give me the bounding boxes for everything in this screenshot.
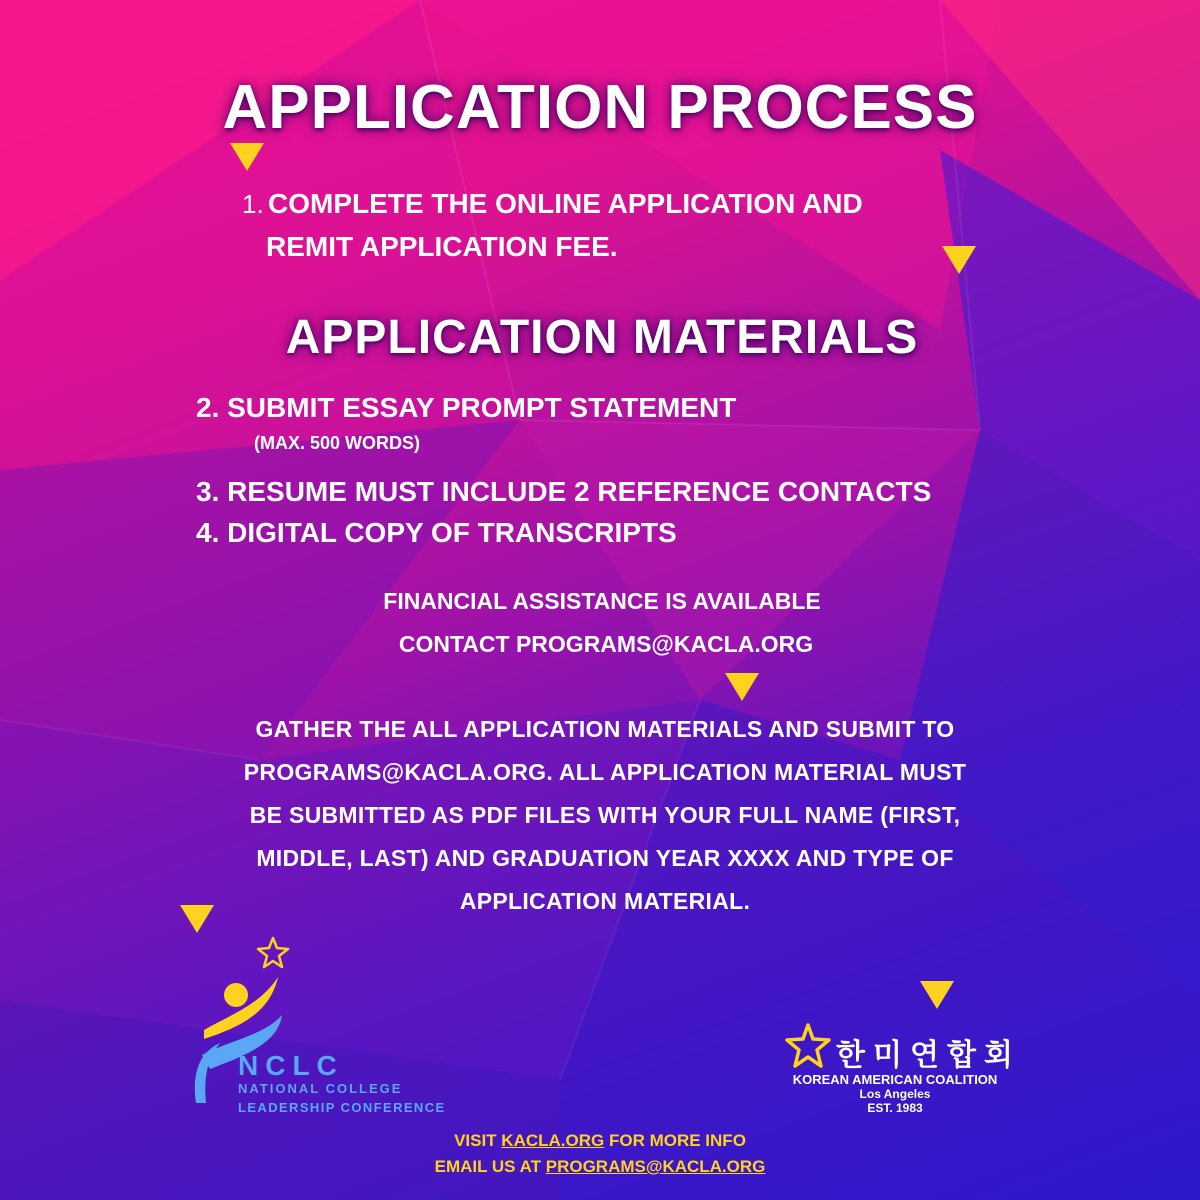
financial-assistance-line: FINANCIAL ASSISTANCE IS AVAILABLE: [383, 588, 821, 614]
kac-city: Los Angeles: [859, 1087, 931, 1101]
heading-application-materials: APPLICATION MATERIALS: [285, 311, 919, 364]
footer-visit-suffix: FOR MORE INFO: [604, 1131, 746, 1150]
kac-korean-name: 한미연합회: [836, 1038, 1021, 1073]
instructions-line: PROGRAMS@KACLA.ORG. ALL APPLICATION MATERIAL MUST: [243, 759, 967, 785]
footer-visit-prefix: VISIT: [454, 1131, 502, 1150]
footer-email-prefix: EMAIL US AT: [434, 1157, 546, 1176]
instructions-line: BE SUBMITTED AS PDF FILES WITH YOUR FULL NAME (FIRST,: [249, 802, 961, 828]
instructions-line: MIDDLE, LAST) AND GRADUATION YEAR XXXX AND TYPE OF: [256, 845, 954, 871]
footer-visit-line: [0, 1131, 1200, 1151]
step-1-line-2: REMIT APPLICATION FEE.: [266, 231, 618, 262]
star-icon: [256, 936, 290, 970]
instructions-line: GATHER THE ALL APPLICATION MATERIALS AND SUBMIT TO: [255, 716, 955, 742]
heading-application-process: APPLICATION PROCESS: [222, 73, 978, 142]
step-3: 3. RESUME MUST INCLUDE 2 REFERENCE CONTACTS: [196, 476, 932, 507]
kac-full-name: KOREAN AMERICAN COALITION: [792, 1072, 998, 1087]
nclc-abbr: NCLC: [238, 1050, 344, 1081]
step-1-line-1: [242, 188, 863, 220]
step-2-note: (MAX. 500 WORDS): [254, 433, 421, 453]
triangle-down-icon: [942, 246, 976, 274]
triangle-down-icon: [920, 981, 954, 1009]
instructions-line: APPLICATION MATERIAL.: [459, 888, 751, 914]
programs-email-link[interactable]: PROGRAMS@KACLA.ORG: [545, 1157, 766, 1176]
financial-contact-line: CONTACT PROGRAMS@KACLA.ORG: [398, 631, 814, 657]
step-1-number: 1.: [242, 189, 264, 219]
step-4: 4. DIGITAL COPY OF TRANSCRIPTS: [196, 517, 677, 548]
triangle-down-icon: [230, 143, 264, 171]
kac-established: EST. 1983: [867, 1101, 923, 1115]
kacla-website-link[interactable]: KACLA.ORG: [501, 1131, 605, 1150]
footer-email-line: [0, 1157, 1200, 1177]
step-2: 2. SUBMIT ESSAY PROMPT STATEMENT: [196, 392, 737, 423]
nclc-line-1: NATIONAL COLLEGE: [238, 1081, 403, 1096]
submission-instructions: [190, 708, 1020, 923]
star-icon: [784, 1022, 832, 1070]
triangle-down-icon: [725, 673, 759, 701]
nclc-line-2: LEADERSHIP CONFERENCE: [238, 1100, 446, 1115]
step-1-text: COMPLETE THE ONLINE APPLICATION AND: [268, 188, 863, 219]
